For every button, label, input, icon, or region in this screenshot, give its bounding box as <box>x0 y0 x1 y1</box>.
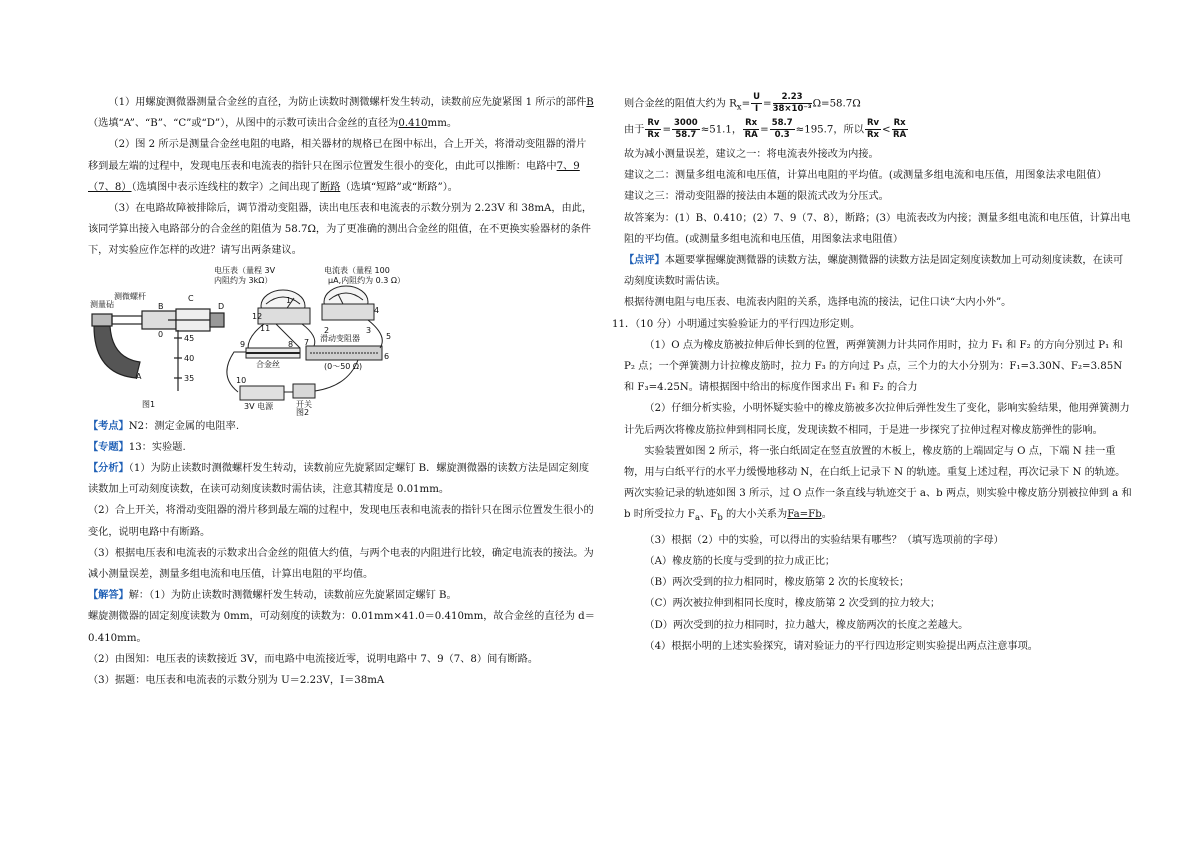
ammeter-label-1: 电流表（量程 100 <box>324 265 390 275</box>
option-b: （B）两次受到的拉力相同时，橡皮筋第 2 次的长度较长； <box>644 577 910 589</box>
question-11-part-2: （2）仔细分析实验，小明怀疑实验中的橡皮筋被多次拉伸后弹性发生了变化，影响实验结果，他用弹簧测力计先后两次将橡皮筋拉伸到相同长度，发现读数不相同，于是进一步探究了拉伸过程对橡皮筋弹性的影响。 <box>624 403 1130 436</box>
option-d: （D）两次受到的拉力相同时，拉力越大，橡皮筋两次的长度之差越大。 <box>644 619 969 631</box>
question-11-trajectory: 两次实验记录的轨迹如图 3 所示，过 O 点作一条直线与轨迹交于 a、b 两点，则实验中橡皮筋分别被拉伸到 a 和 b 时所受拉力 $F_a$、$F_b$ 的大小关系为Fa=Fb。 <box>624 488 1132 524</box>
zhuanti: 【专题】13：实验题. <box>88 440 186 453</box>
terminal-9: 9 <box>240 339 246 349</box>
question-11-part-3: （3）根据（2）中的实验，可以得出的实验结果有哪些？（填写选项前的字母） <box>644 534 1004 546</box>
micrometer-scale-0: 0 <box>158 329 164 339</box>
switch-label: 开关 <box>296 399 312 409</box>
circuit-diagram <box>88 266 408 414</box>
power-source-label: 3V 电源 <box>244 401 274 411</box>
rheostat-label: 滑动变阻器 <box>320 333 360 343</box>
left-column <box>88 92 596 691</box>
alloy-wire-label: 合金丝 <box>256 359 280 369</box>
fenxi-2: （2）合上开关，将滑动变阻器的滑片移到最左端的过程中，发现电压表和电流表的指针只在图示位置发生很小的变化，说明电路中有断路。 <box>88 505 594 538</box>
voltmeter-label-2: 内阻约为 3kΩ） <box>214 275 273 285</box>
dianping: 【点评】本题要掌握螺旋测微器的读数方法，螺旋测微器的读数方法是固定刻度读数加上可动刻度读数，在读可动刻度读数时需估读。 <box>624 254 1124 288</box>
terminal-2: 2 <box>324 325 330 335</box>
micrometer-label-d: D <box>218 301 225 311</box>
terminal-5: 5 <box>386 331 392 341</box>
terminal-10: 10 <box>236 375 247 385</box>
micrometer-label-c: C <box>188 293 194 303</box>
terminal-8: 8 <box>288 339 294 349</box>
suggestion-2: 建议之二：测量多组电流和电压值，计算出电阻的平均值。(或测量多组电流和电压值，用图象法求电阻值） <box>624 170 1107 182</box>
answer-summary: 故答案为：(1）B、0.410；(2）7、9（7、8），断路；(3）电流表改为内接；测量多组电流和电压值，计算出电阻的平均值。(或测量多组电流和电压值，用图象法求电阻值） <box>624 212 1131 245</box>
terminal-7: 7 <box>304 337 310 347</box>
rheostat-range: (0～50 Ω) <box>324 361 363 371</box>
ammeter-label-2: μA,内阻约为 0.3 Ω） <box>328 275 406 285</box>
suggestion-1: 故为减小测量误差，建议之一：将电流表外接改为内接。 <box>624 149 879 160</box>
question-11-part-4: （4）根据小明的上述实验探究，请对验证力的平行四边形定则实验提出两点注意事项。 <box>644 640 1038 652</box>
question-part-3: （3）在电路故障被排除后，调节滑动变阻器，读出电压表和电流表的示数分别为 2.23V 和 38mA，由此，该同学算出接入电路部分的合金丝的阻值为 58.7Ω，为了更准确的测出合金丝的阻值，在不更换实验器材的条件下，对实验应作怎样的改进？请写出两条建议。 <box>88 203 593 257</box>
comparison-formula: 由于 $\frac{Rv}{Rx}$ = $\frac{3000}{58.7}$ ≈51.1， $\frac{Rx}{RA}$ = $\frac{58.7}{0.3}$ ≈195.7，所以 $\frac{Rv}{Rx}$ < $\frac{Rx}{RA}$ <box>624 118 907 140</box>
micrometer-label-b: B <box>158 301 164 311</box>
voltmeter-label-1: 电压表（量程 3V <box>214 265 276 275</box>
terminal-4: 4 <box>374 305 380 315</box>
terminal-6: 6 <box>384 351 390 361</box>
fenxi-3: （3）根据电压表和电流表的示数求出合金丝的阻值大约值，与两个电表的内阻进行比较，确定电流表的接法。为减小测量误差，测量多组电流和电压值，计算出电阻的平均值。 <box>88 547 594 581</box>
jieda: 【解答】解：（1）为防止读数时测微螺杆发生转动，读数前应先旋紧固定螺钉 B。 <box>88 589 457 602</box>
figure-2-caption: 图2 <box>296 407 310 417</box>
jieda-4: （3）据题：电压表和电流表的示数分别为 U＝2.23V，I＝38mA <box>88 675 385 687</box>
terminal-1: 1 <box>286 295 292 305</box>
fenxi: 【分析】（1）为防止读数时测微螺杆发生转动，读数前应先旋紧固定螺钉 B．螺旋测微器的读数方法是固定刻度读数加上可动刻度读数，在读可动刻度读数时需估读，注意其精度是 0.01mm。 <box>88 462 590 496</box>
micrometer-label-a: A <box>136 371 142 381</box>
right-column <box>612 92 1132 657</box>
micrometer-scale-45: 45 <box>184 333 195 343</box>
resistance-formula: 则合金丝的阻值大约为 $R_x=$ $\frac{U}{I}$ = $\frac{2.23}{\text{38×10⁻³}}$ Ω=58.7Ω <box>624 92 861 114</box>
question-11-title: 11．（10 分）小明通过实验验证力的平行四边形定则。 <box>612 318 861 330</box>
option-c: （C）两次被拉伸到相同长度时，橡皮筋第 2 次受到的拉力较大； <box>644 598 941 610</box>
jieda-3: （2）由图知：电压表的读数接近 3V，而电路中电流接近零，说明电路中 7、9（7、8）间有断路。 <box>88 653 539 665</box>
suggestion-3: 建议之三：滑动变阻器的接法由本题的限流式改为分压式。 <box>624 191 889 203</box>
question-11-setup: 实验装置如图 2 所示，将一张白纸固定在竖直放置的木板上，橡皮筋的上端固定与 O 点，下端 N 挂一重物，用与白纸平行的水平力缓慢地移动 N，在白纸上记录下 N 的轨迹。重复上述过程，再次记录下 N 的轨迹。 <box>624 445 1126 479</box>
terminal-12: 12 <box>252 311 263 321</box>
mnemonic: 根据待测电阻与电压表、电流表内阻的关系，选择电流的接法，记住口诀“大内小外”。 <box>624 297 1012 309</box>
terminal-3: 3 <box>366 325 372 335</box>
kaodian: 【考点】N2：测定金属的电阻率. <box>88 419 240 432</box>
option-a: （A）橡皮筋的长度与受到的拉力成正比； <box>644 555 836 567</box>
question-part-2: （2）图 2 所示是测量合金丝电阻的电路，相关器材的规格已在图中标出，合上开关，将滑动变阻器的滑片移到最左端的过程中，发现电压表和电流表的指针只在图示位置发生很小的变化，由此可以推断：电路中7、9（7、8）（选填图中表示连线柱的数字）之间出现了断路（选填“短路”或“断路”）。 <box>88 139 587 193</box>
experiment-figure <box>88 265 408 417</box>
micrometer-scale-40: 40 <box>184 353 195 363</box>
micrometer-label-spindle: 测微螺杆 <box>114 291 146 301</box>
micrometer-label-anvil: 测量砧 <box>90 299 114 309</box>
terminal-11: 11 <box>260 323 271 333</box>
question-part-1: （1）用螺旋测微器测量合金丝的直径，为防止读数时测微螺杆发生转动，读数前应先旋紧图 1 所示的部件B（选填“A”、“B”、“C”或“D”），从图中的示数可读出合金丝的直径为0.410mm。 <box>88 97 594 130</box>
question-11-part-1: （1）O 点为橡皮筋被拉伸后伸长到的位置，两弹簧测力计共同作用时，拉力 F₁ 和 F₂ 的方向分别过 P₁ 和 P₂ 点；一个弹簧测力计拉橡皮筋时，拉力 F₃ 的方向过 P₃ 点，三个力的大小分别为：F₁=3.30N、F₂=3.85N 和 F₃=4.25N。请根据图中给出的标度作图求出 F₁ 和 F₂ 的合力 <box>624 339 1123 394</box>
figure-1-caption: 图1 <box>142 399 156 409</box>
micrometer-scale-35: 35 <box>184 373 195 383</box>
jieda-2: 螺旋测微器的固定刻度读数为 0mm，可动刻度的读数为：0.01mm×41.0＝0.410mm，故合金丝的直径为 d＝0.410mm。 <box>88 611 595 644</box>
